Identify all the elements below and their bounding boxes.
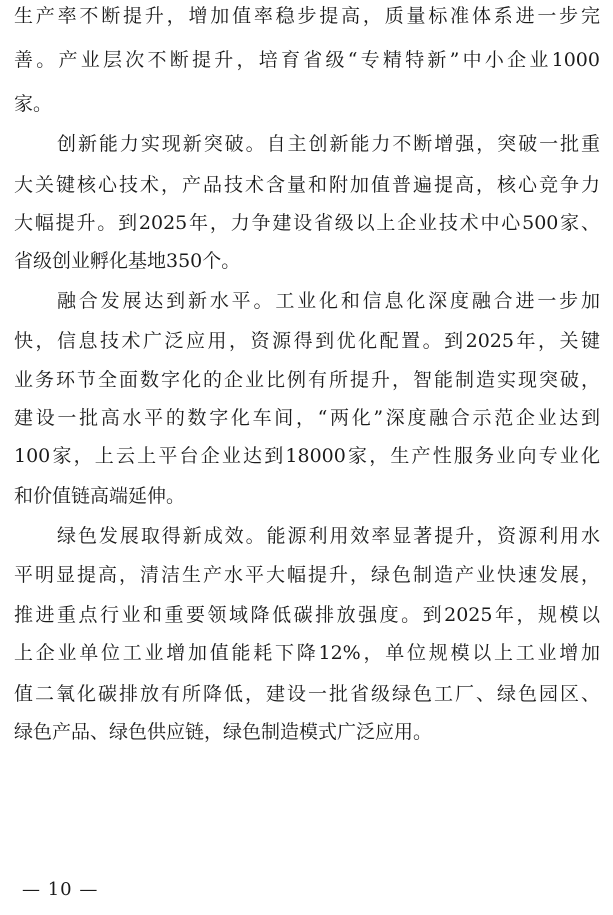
paragraph-1-line-1: 生产率不断提升，增加值率稳步提高，质量标准体系进一步完: [14, 5, 600, 27]
paragraph-1-line-2: 善。产业层次不断提升，培育省级“专精特新”中小企业1000: [14, 49, 600, 71]
paragraph-3-line-4: 建设一批高水平的数字化车间，“两化”深度融合示范企业达到: [14, 407, 600, 429]
page-number: — 10 —: [22, 879, 99, 900]
paragraph-3-line-6: 和价值链高端延伸。: [14, 485, 186, 507]
paragraph-1-line-3: 家。: [14, 93, 53, 115]
paragraph-3-line-3: 业务环节全面数字化的企业比例有所提升，智能制造实现突破，: [14, 369, 600, 391]
paragraph-3-line-2: 快，信息技术广泛应用，资源得到优化配置。到2025年，关键: [14, 330, 600, 352]
paragraph-2-line-1: 创新能力实现新突破。自主创新能力不断增强，突破一批重: [57, 133, 600, 155]
paragraph-4-line-3: 推进重点行业和重要领域降低碳排放强度。到2025年，规模以: [14, 604, 600, 626]
paragraph-2-line-4: 省级创业孵化基地350个。: [14, 250, 241, 272]
paragraph-4-line-2: 平明显提高，清洁生产水平大幅提升，绿色制造产业快速发展，: [14, 564, 600, 586]
paragraph-3-line-5: 100家，上云上平台企业达到18000家，生产性服务业向专业化: [14, 445, 600, 467]
paragraph-2-line-2: 大关键核心技术，产品技术含量和附加值普遍提高，核心竞争力: [14, 174, 600, 196]
paragraph-2-line-3: 大幅提升。到2025年，力争建设省级以上企业技术中心500家、: [14, 212, 600, 234]
paragraph-3-line-1: 融合发展达到新水平。工业化和信息化深度融合进一步加: [57, 290, 600, 312]
paragraph-4-line-1: 绿色发展取得新成效。能源利用效率显著提升，资源利用水: [57, 525, 600, 547]
paragraph-4-line-6: 绿色产品、绿色供应链，绿色制造模式广泛应用。: [14, 721, 433, 743]
paragraph-4-line-5: 值二氧化碳排放有所降低，建设一批省级绿色工厂、绿色园区、: [14, 683, 600, 705]
paragraph-4-line-4: 上企业单位工业增加值能耗下降12%，单位规模以上工业增加: [14, 642, 600, 664]
